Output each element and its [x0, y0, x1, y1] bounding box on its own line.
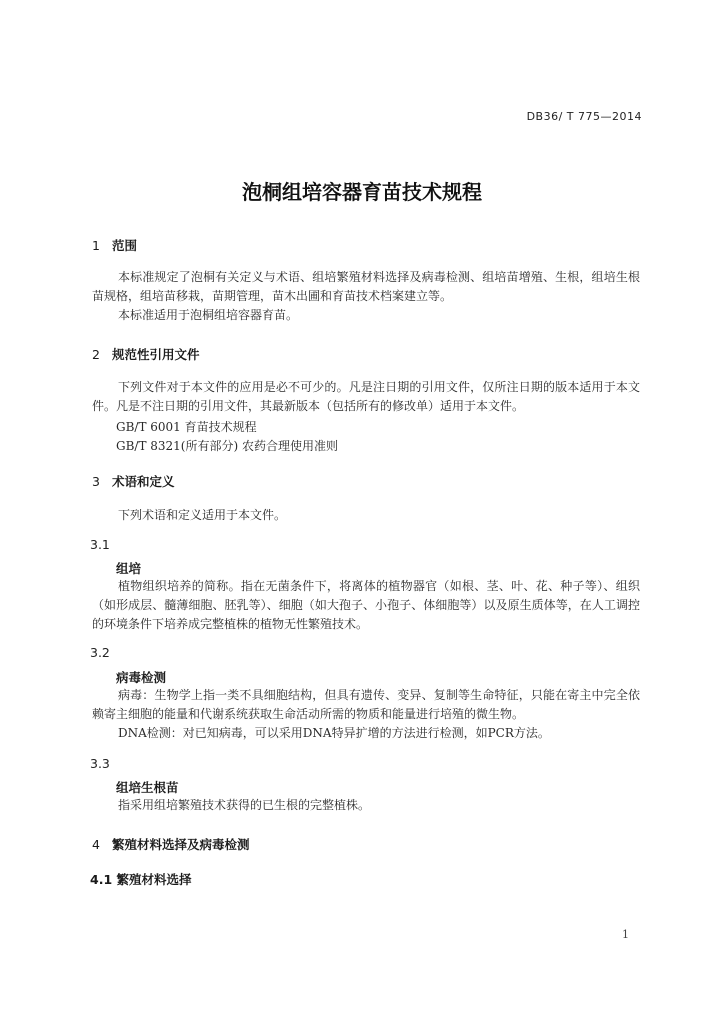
page-number: 1: [622, 928, 629, 941]
section-4-number: 4: [92, 837, 100, 852]
section-1-paragraph-2: 本标准适用于泡桐组培容器育苗。: [118, 308, 299, 322]
section-2-heading: [92, 345, 200, 363]
term-3-2-definition-1: 病毒：生物学上指一类不具细胞结构，但具有遗传、变异、复制等生命特征，只能在寄主中完全依赖寄主细胞的能量和代谢系统获取生命活动所需的物质和能量进行培殖的微生物。: [92, 688, 640, 721]
document-title: 泡桐组培容器育苗技术规程: [242, 180, 482, 204]
section-3-heading: [92, 472, 175, 490]
section-4-title: 繁殖材料选择及病毒检测: [112, 837, 250, 852]
section-1-number: 1: [92, 238, 100, 253]
term-3-3-title: 组培生根苗: [116, 780, 179, 795]
term-3-1-definition: 植物组织培养的简称。指在无菌条件下，将离体的植物器官（如根、茎、叶、花、种子等）、组织（如形成层、髓薄细胞、胚乳等）、细胞（如大孢子、小孢子、体细胞等）以及原生质体等，在人工调控的环境条件下培养成完整植株的植物无性繁殖技术。: [92, 579, 640, 631]
term-3-2-definition-2: DNA检测：对已知病毒，可以采用DNA特异扩增的方法进行检测，如PCR方法。: [118, 726, 550, 740]
term-3-1-title: 组培: [116, 561, 142, 576]
section-1-title: 范围: [112, 238, 138, 253]
reference-gbt-6001: GB/T 6001 育苗技术规程: [116, 420, 257, 434]
term-3-2-title: 病毒检测: [116, 670, 167, 685]
standard-code: DB36/ T 775—2014: [526, 110, 642, 123]
subsection-4-1-heading: 4.1 繁殖材料选择: [90, 872, 192, 887]
term-3-3-definition: 指采用组培繁殖技术获得的已生根的完整植株。: [118, 798, 371, 812]
section-2-paragraph-1: 下列文件对于本文件的应用是必不可少的。凡是注日期的引用文件，仅所注日期的版本适用于本文件。凡是不注日期的引用文件，其最新版本（包括所有的修改单）适用于本文件。: [92, 380, 640, 413]
term-3-2-number: 3.2: [90, 645, 110, 660]
section-1-heading: [92, 236, 137, 254]
section-3-number: 3: [92, 474, 100, 489]
reference-gbt-8321: GB/T 8321(所有部分) 农药合理使用准则: [116, 439, 338, 453]
section-3-title: 术语和定义: [112, 474, 175, 489]
term-3-1-number: 3.1: [90, 537, 110, 552]
section-3-paragraph-1: 下列术语和定义适用于本文件。: [118, 508, 287, 522]
section-2-title: 规范性引用文件: [112, 347, 200, 362]
section-2-number: 2: [92, 347, 100, 362]
section-1-paragraph-1: 本标准规定了泡桐有关定义与术语、组培繁殖材料选择及病毒检测、组培苗增殖、生根，组培生根苗规格，组培苗移栽，苗期管理，苗木出圃和育苗技术档案建立等。: [92, 270, 640, 303]
term-3-3-number: 3.3: [90, 756, 110, 771]
section-4-heading: [92, 835, 250, 853]
